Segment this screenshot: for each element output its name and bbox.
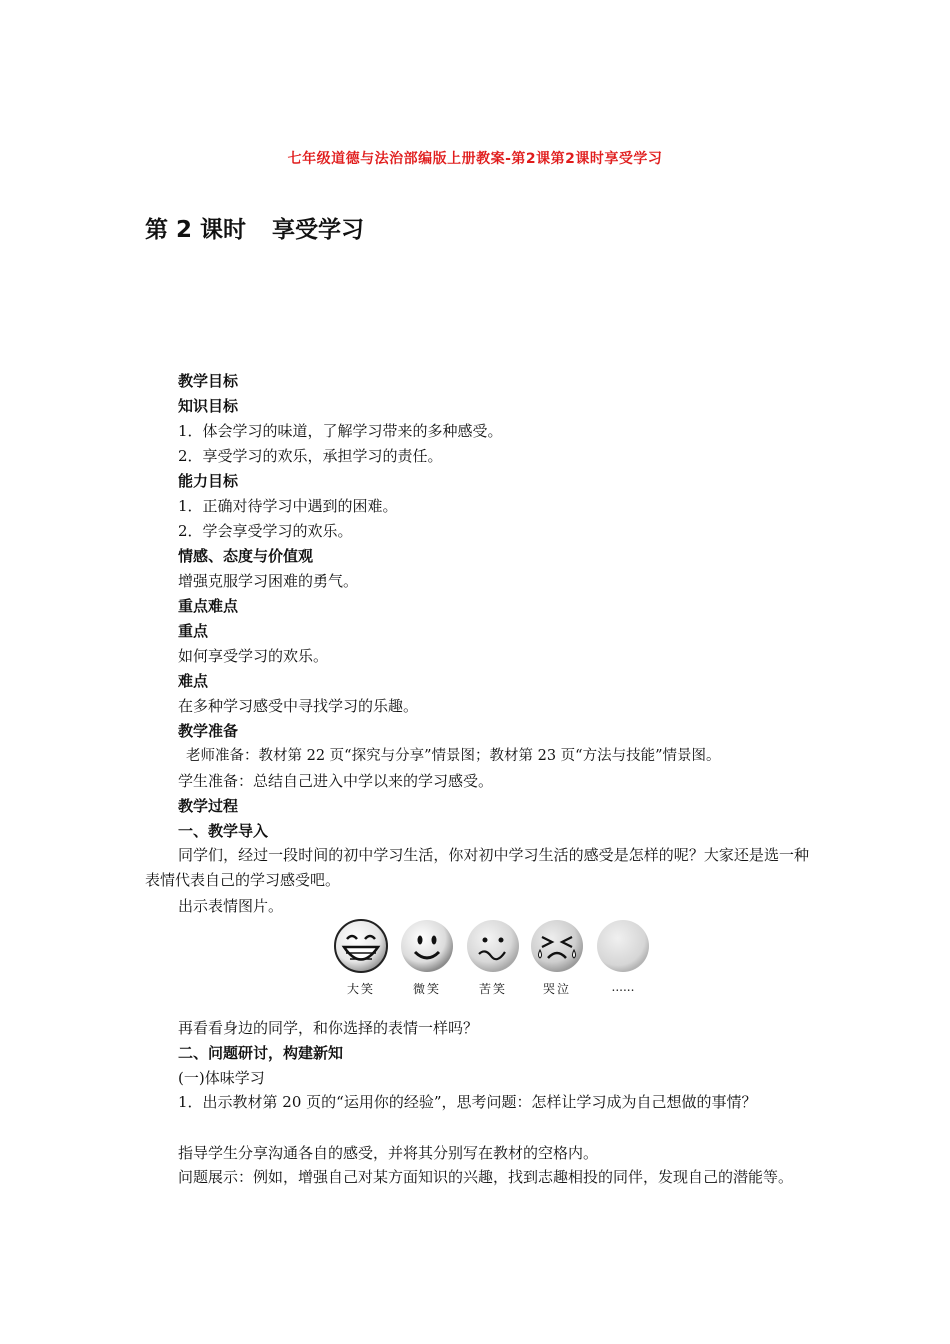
- lesson-number: 第 2 课时: [145, 217, 247, 243]
- subsection-heading: (一)体味学习: [178, 1069, 265, 1087]
- face-label: 哭泣: [542, 982, 571, 996]
- laughing-face-icon: [333, 918, 389, 974]
- guide-text: 指导学生分享沟通各自的感受，并将其分别写在教材的空格内。: [178, 1144, 599, 1162]
- ability-heading: 能力目标: [178, 472, 239, 490]
- process-heading: 教学过程: [178, 797, 239, 815]
- item1-paragraph: 1．出示教材第 20 页的“运用你的经验”，思考问题：怎样让学习成为自己想做的事情？: [178, 1093, 757, 1111]
- ability-item: 2．学会享受学习的欢乐。: [178, 522, 353, 540]
- face-smile: [399, 918, 455, 997]
- knowledge-item: 2．享受学习的欢乐，承担学习的责任。: [178, 447, 443, 465]
- lesson-name: 享受学习: [272, 217, 365, 243]
- section2-heading: 二、问题研讨，构建新知: [178, 1044, 344, 1062]
- show-faces-text: 出示表情图片。: [178, 897, 284, 915]
- face-label: 苦笑: [478, 982, 507, 996]
- face-blank: [595, 918, 651, 994]
- display-paragraph: 问题展示：例如，增强自己对某方面知识的兴趣，找到志趣相投的同伴，发现自己的潜能等。: [178, 1168, 794, 1186]
- ability-item: 1．正确对待学习中遇到的困难。: [178, 497, 398, 515]
- face-cry: [529, 918, 585, 997]
- document-header: 七年级道德与法治部编版上册教案-第2课第2课时享受学习: [287, 151, 663, 167]
- key-points-heading: 重点难点: [178, 597, 239, 615]
- smiling-face-icon: [399, 918, 455, 974]
- face-label: 大笑: [346, 982, 375, 996]
- face-label: ......: [611, 980, 635, 994]
- key-heading: 重点: [178, 622, 209, 640]
- emotion-faces: [333, 918, 653, 998]
- key-text: 如何享受学习的欢乐。: [178, 647, 329, 665]
- lesson-title: [145, 211, 364, 244]
- preparation-heading: 教学准备: [178, 722, 239, 740]
- face-laugh: [333, 918, 389, 997]
- emotion-item: 增强克服学习困难的勇气。: [178, 572, 359, 590]
- look-around-text: 再看看身边的同学，和你选择的表情一样吗？: [178, 1019, 479, 1037]
- crying-face-icon: [529, 918, 585, 974]
- emotion-heading: 情感、态度与价值观: [178, 547, 314, 565]
- student-preparation: 学生准备：总结自己进入中学以来的学习感受。: [178, 772, 494, 790]
- wry-smile-face-icon: [465, 918, 521, 974]
- section1-heading: 一、教学导入: [178, 822, 269, 840]
- face-label: 微笑: [412, 982, 441, 996]
- teacher-preparation: 老师准备：教材第 22 页“探究与分享”情景图；教材第 23 页“方法与技能”情景图。: [186, 748, 721, 764]
- difficult-text: 在多种学习感受中寻找学习的乐趣。: [178, 697, 419, 715]
- blank-face-icon: [595, 918, 651, 974]
- intro-paragraph: 同学们，经过一段时间的初中学习生活，你对初中学习生活的感受是怎样的呢？大家还是选一种表情代表自己的学习感受吧。: [145, 846, 809, 889]
- knowledge-item: 1．体会学习的味道，了解学习带来的多种感受。: [178, 422, 503, 440]
- face-wry-smile: [465, 918, 521, 997]
- objectives-heading: 教学目标: [178, 372, 239, 390]
- knowledge-heading: 知识目标: [178, 397, 239, 415]
- difficult-heading: 难点: [178, 672, 209, 690]
